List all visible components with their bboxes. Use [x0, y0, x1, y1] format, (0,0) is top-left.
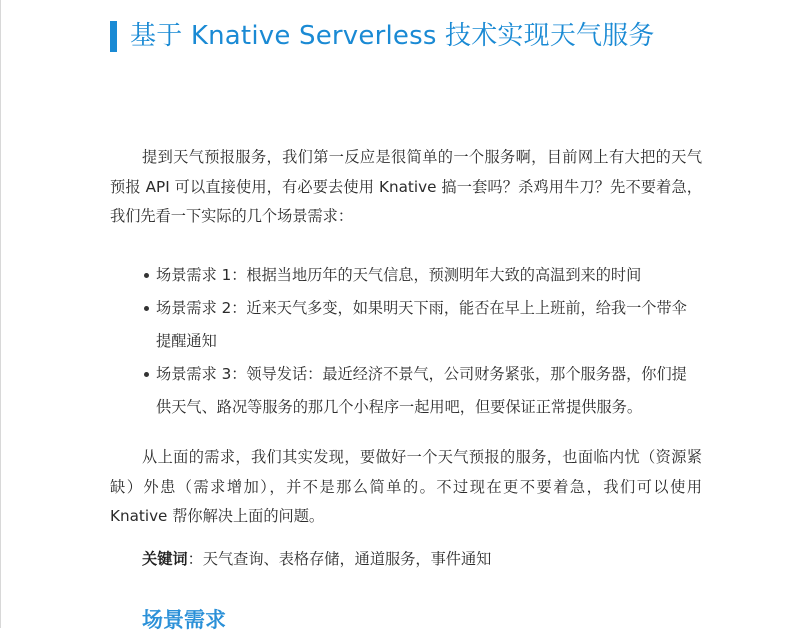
- keywords-separator: ：: [187, 550, 203, 568]
- conclusion-paragraph: 从上面的需求，我们其实发现，要做好一个天气预报的服务，也面临内忧（资源紧缺）外患（需求增加），并不是那么简单的。不过现在更不要着急，我们可以使用 Knative 帮你解决上面的问题。: [110, 448, 702, 525]
- page-title: 基于 Knative Serverless 技术实现天气服务: [130, 21, 655, 51]
- list-item: [110, 259, 702, 292]
- intro-paragraph: 提到天气预报服务，我们第一反应是很简单的一个服务啊，目前网上有大把的天气预报 API 可以直接使用，有必要去使用 Knative 搞一套吗？杀鸡用牛刀？先不要着急，我们先看一下实际的几个场景需求：: [110, 148, 702, 225]
- list-item: [110, 358, 702, 424]
- requirement-text: 场景需求 2：近来天气多变，如果明天下雨，能否在早上上班前，给我一个带伞提醒通知: [156, 299, 687, 350]
- requirements-list: [110, 259, 702, 424]
- list-item: [110, 292, 702, 358]
- requirement-text: 场景需求 3：领导发话：最近经济不景气，公司财务紧张，那个服务器，你们提供天气、路况等服务的那几个小程序一起用吧，但要保证正常提供服务。: [156, 365, 687, 416]
- bullet-icon: [144, 306, 149, 311]
- requirement-text: 场景需求 1：根据当地历年的天气信息，预测明年大致的高温到来的时间: [156, 266, 642, 284]
- title-row: [110, 18, 655, 54]
- bullet-icon: [144, 273, 149, 278]
- title-accent-bar: [110, 21, 117, 52]
- keywords-line: [142, 545, 491, 574]
- keywords-label: 关键词: [142, 550, 188, 568]
- keywords-value: 天气查询、表格存储，通道服务，事件通知: [202, 550, 492, 568]
- section-heading: 场景需求: [142, 608, 226, 632]
- bullet-icon: [144, 372, 149, 377]
